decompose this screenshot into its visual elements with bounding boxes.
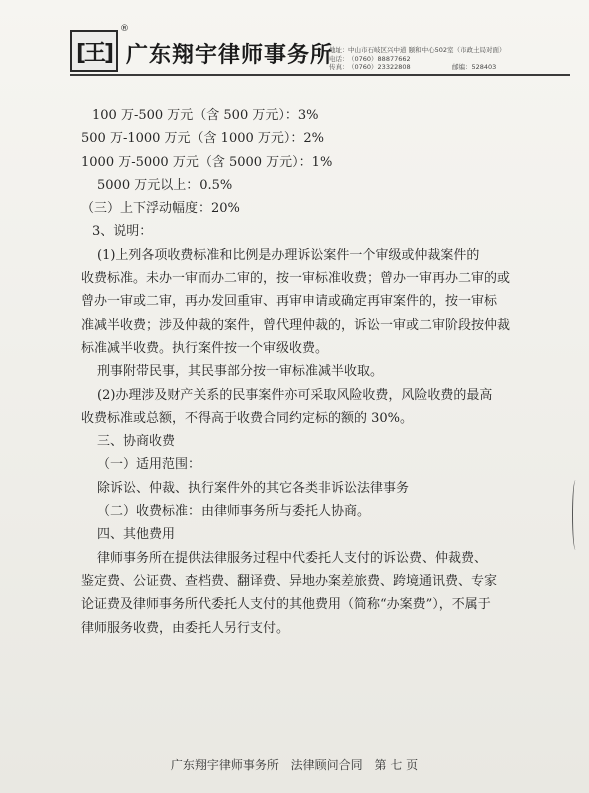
- firm-logo: [70, 30, 118, 72]
- paragraph-line: 除诉讼、仲裁、执行案件外的其它各类非诉讼法律事务: [97, 480, 410, 496]
- letterhead: [70, 24, 570, 80]
- paragraph-line: 曾办一审或二审，再办发回重审、再审申请或确定再审案件的，按一审标: [81, 294, 498, 310]
- fee-tier-line: 100 万-500 万元（含 500 万元）：3%: [92, 108, 319, 123]
- paragraph-line: 论证费及律师事务所代委托人支付的其他费用（简称“办案费”），不属于: [81, 597, 491, 613]
- paragraph-line: 标准减半收费。执行案件按一个审级收费。: [81, 340, 329, 356]
- paragraph-line: 准减半收费；涉及仲裁的案件，曾代理仲裁的，诉讼一审或二审阶段按仲裁: [81, 317, 511, 333]
- subsection-heading: （二）收费标准：由律师事务所与委托人协商。: [97, 504, 371, 520]
- paragraph-line: 鉴定费、公证费、查档费、翻译费、异地办案差旅费、跨境通讯费、专家: [81, 573, 498, 589]
- fax-value: （0760）23322808: [348, 63, 411, 71]
- page-footer: [0, 756, 589, 773]
- fee-tier-line: 500 万-1000 万元（含 1000 万元）：2%: [81, 131, 325, 147]
- fee-tier-line: 1000 万-5000 万元（含 5000 万元）：1%: [81, 154, 333, 170]
- phone-label: 电话：: [329, 54, 349, 63]
- registered-mark: ®: [120, 24, 129, 34]
- footer-firm-name: 广东翔宇律师事务所: [170, 758, 279, 772]
- paragraph-line: (2)办理涉及财产关系的民事案件亦可采取风险收费，风险收费的最高: [97, 387, 493, 403]
- fee-tier-line: 5000 万元以上：0.5%: [97, 177, 233, 193]
- address-label: 地址：: [329, 46, 349, 54]
- paragraph-line: 律师服务收费，由委托人另行支付。: [81, 620, 290, 636]
- header-divider: [70, 74, 570, 76]
- section-heading: （三）上下浮动幅度：20%: [81, 201, 240, 217]
- contract-body: [81, 104, 521, 640]
- phone-value: （0760）88877662: [348, 54, 411, 63]
- paragraph-line: 律师事务所在提供法律服务过程中代委托人支付的诉讼费、仲裁费、: [97, 550, 488, 566]
- footer-page-number: 第 七 页: [374, 758, 419, 772]
- paragraph-line: 收费标准。未办一审而办二审的，按一审标准收费；曾办一审再办二审的或: [81, 271, 511, 287]
- paragraph-line: 收费标准或总额，不得高于收费合同约定标的额的 30%。: [81, 410, 414, 426]
- section-heading: 3、说明：: [92, 224, 153, 240]
- subsection-heading: （一）适用范围：: [97, 457, 202, 473]
- fax-label: 传真：: [329, 63, 349, 71]
- paragraph-line: 刑事附带民事，其民事部分按一审标准减半收取。: [97, 364, 384, 380]
- address-value: 中山市石岐区兴中道 颐和中心502室（市政土局对面）: [348, 46, 506, 54]
- section-heading: 三、协商收费: [97, 434, 176, 450]
- footer-doc-title: 法律顾问合同: [290, 758, 363, 772]
- paragraph-line: (1)上列各项收费标准和比例是办理诉讼案件一个审级或仲裁案件的: [97, 247, 480, 263]
- section-heading: 四、其他费用: [97, 527, 176, 543]
- postcode: 邮编：528403: [452, 63, 497, 71]
- firm-logo-mark: [王]: [75, 40, 113, 66]
- firm-name: 广东翔宇律师事务所: [126, 43, 334, 68]
- margin-pen-mark: [572, 480, 579, 550]
- contact-info: [329, 46, 569, 72]
